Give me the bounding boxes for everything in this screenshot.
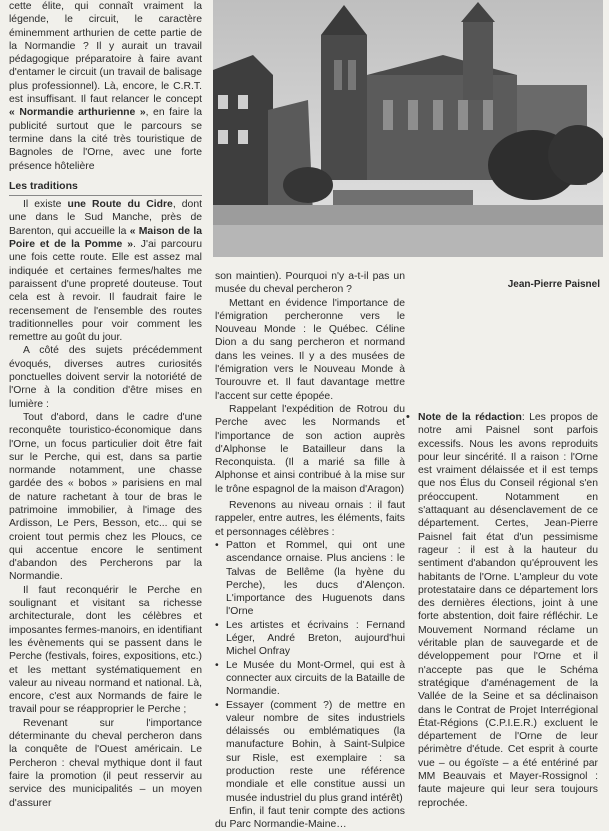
editor-note: Note de la rédaction: Les propos de notre ami Paisnel sont parfois excessifs. Nous les avons reproduits pour leur sincérité. Il a raison : l'Orne est vraiment délaissée et il est temps que nos Élus du Conseil régional s'en préoccupent. Notamment en s'attaquant au désenclavement de ce département. Certes, Jean-Pierre Paisnel fait état d'un pessimisme rageur : il est à la hauteur du sentiment d'abandon qu'éprouvent les habitants de l'Orne. L'ampleur du vote protestataire dans ce département lors des dernières élections, joint à une forte abstention, doit faire réfléchir. Le Mouvement Normand réclame un véritable plan de sauvegarde et de développement pour l'Orne et il n'accepte pas que le Schéma stratégique d'aménagement de la Vallée de la Seine et sa déclinaison dans le Contrat de Projet Interrégional État-Régions (C.P.I.E.R.) excluent le département de l'Orne de leur périmètre d'étude. Cet esprit à courte vue – ou égoïste – a été entériné par MM Beauvais et Mayer-Rossignol : faute majeure qui leur sera toujours reprochée. <box>418 412 598 809</box>
paragraph: Il faut reconquérir le Perche en soulignant et visitant sa richesse architecturale, dont les célèbres et imposantes fermes-manoirs, en identifiant les évènements qui se passent dans le Perche (festivals, foires, expositions, etc.) et les mettant systématiquement en valeur au niveau normand et national. Là, encore, c'est aux Normands de faire le travail pour se réapproprier le Perche ; <box>9 584 202 716</box>
cathedral-photo <box>213 0 603 257</box>
paragraph: Enfin, il faut tenir compte des actions du Parc Normandie-Maine… <box>215 805 405 831</box>
column-3 <box>406 411 598 810</box>
paragraph: cette élite, qui connaît vraiment la légende, le circuit, le caractère éminemment arthurien de cette partie de la Normandie ? Il y aurait un travail pédagogique préparatoire à faire avant d'entamer le circuit (un travail de balisage plus professionnel). Là, encore, le C.R.T. est insuffisant. Il faut relancer le concept « Normandie arthurienne », en faire la publicité surtout que le parcours se termine dans la cité très touristique de Bagnoles de l'Orne, avec une forte présence hôtelière <box>9 1 202 172</box>
paragraph: Revenant sur l'importance déterminante du cheval percheron dans la conquête de l'Ouest américain. Le Percheron : cheval mythique dont il faut faire la promotion (il peut resservir au service des municipalités – un moyen d'assurer <box>9 717 202 809</box>
list-item: • Essayer (comment ?) de mettre en valeur nombre de sites industriels délaissés ou emblématiques (la manufacture Bohin, à Saint-Sulpice sur Risle, est exemplaire : sa production reste une référence mondiale et elle constitue aussi un musée industriel du plus grand intérêt) <box>215 699 405 805</box>
column-2 <box>215 270 405 831</box>
paragraph: Il existe une Route du Cidre, dont une dans le Sud Manche, près de Barenton, qui accueille la « Maison de la Poire et de la Pomme ». J'ai parcouru une fois cette route. Elle est assez mal indiquée et certaines fermes/haltes me paraissent d'une propreté douteuse. Tout cela est à revoir. Il faudrait faire le recensement de l'ensemble des routes traditionnelles pour voir comment les remettre au goût du jour. <box>9 199 203 344</box>
paragraph: Tout d'abord, dans le cadre d'une reconquête touristico-économique dans l'Orne, un focus particulier doit être fait sur le Perche, qui est, dans sa partie normande notamment, une chasse gardée des « bobos » parisiens en mal de nature rachetant à tour de bras le patrimoine immobilier, à l'image des Ardisson, Le Pers, Besson, etc... qui se croient tout permis chez les Ploucs, ce qui accentue encore le sentiment d'abandon des Percherons par la Normandie. <box>9 411 202 583</box>
photo-caption: Jean-Pierre Paisnel <box>507 279 600 290</box>
list-item: • Patton et Rommel, qui ont une ascendance ornaise. Plus anciens : le Talvas de Bellême (la hyène du Perche), les ducs d'Alençon. L'importance des Huguenots dans l'Orne <box>215 539 405 619</box>
paragraph: Revenons au niveau ornais : il faut rappeler, entre autres, les éléments, faits et personnages célèbres : <box>215 500 405 538</box>
cathedral-illustration <box>213 0 603 257</box>
paragraph: Rappelant l'expédition de Rotrou du Perche avec les Normands et l'importance de son action auprès d'Alphonse le Batailleur dans la Reconquista. (Il a marié sa fille à Alphonse et ainsi contribué à la mise sur le trône espagnol de la maison d'Aragon) <box>215 403 405 495</box>
paragraph: son maintien). Pourquoi n'y a-t-il pas un musée du cheval percheron ? <box>215 271 405 296</box>
section-heading: Les traditions <box>9 180 202 196</box>
bullet-list <box>215 539 405 805</box>
list-item: • Les artistes et écrivains : Fernand Léger, André Breton, aujourd'hui Michel Onfray <box>215 619 405 659</box>
column-1 <box>9 0 202 810</box>
list-item: • Le Musée du Mont-Ormel, qui est à connecter aux circuits de la Bataille de Normandie. <box>215 659 405 699</box>
bullet-icon: • <box>406 411 410 423</box>
paragraph: A côté des sujets précédemment évoqués, diverses autres curiosités ponctuelles doivent servir la notoriété de l'Orne à la condition d'être mises en lumière : <box>9 345 202 410</box>
paragraph: Mettant en évidence l'importance de l'émigration percheronne vers le Nouveau Monde : le Québec. Céline Dion a du sang percheron et normand dans les veines. Il y a des musées de l'émigration vers le Nouveau Monde à Tourouvre et. Il faut davantage mettre l'accent sur cette épopée. <box>215 297 405 402</box>
